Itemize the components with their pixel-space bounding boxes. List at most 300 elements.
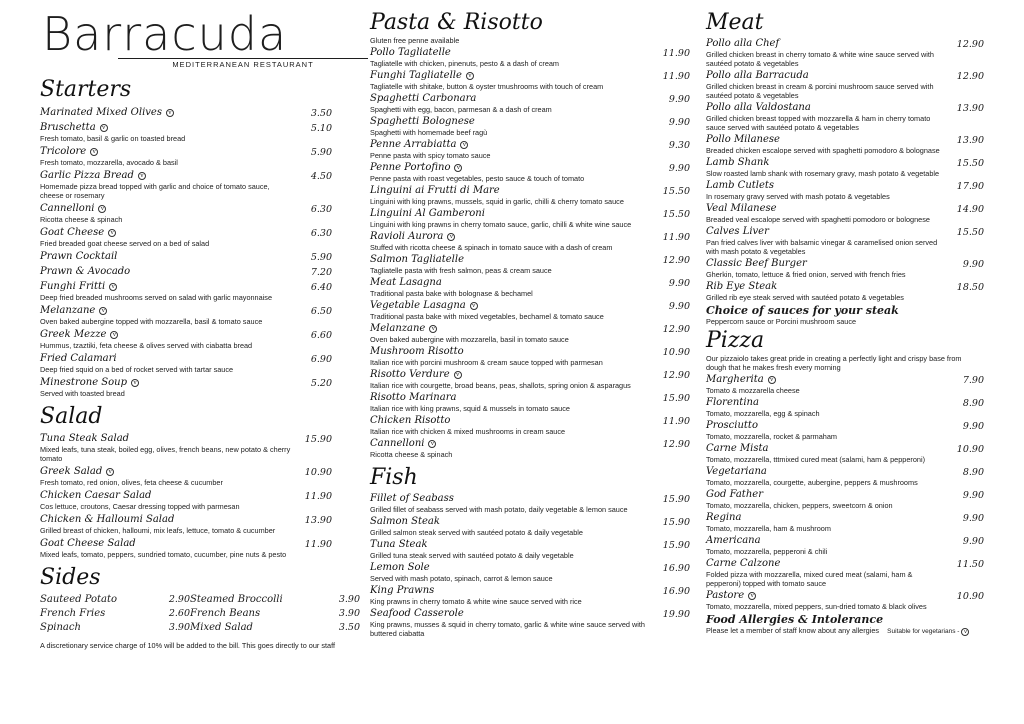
menu-item (706, 466, 984, 487)
menu-item-name-row (706, 489, 984, 501)
salad-list (40, 433, 332, 559)
menu-item-name: Risotto Verdure (370, 369, 450, 380)
menu-item-price: 18.50 (956, 282, 984, 293)
menu-item (370, 415, 690, 436)
menu-item-name-row (370, 277, 690, 289)
menu-item-name-row (706, 38, 984, 50)
menu-item-price: 19.90 (662, 609, 690, 620)
menu-item-desc: Linguini with king prawns, mussels, squid in garlic, chilli & cherry tomato sauce (370, 197, 624, 206)
menu-item-name-row (370, 369, 690, 381)
salad-title: Salad (40, 404, 103, 429)
menu-item-name-row (706, 535, 984, 547)
menu-item-name-row (40, 266, 332, 278)
menu-item-name: Ravioli Aurora (370, 231, 444, 242)
menu-item-name-row (40, 514, 332, 526)
menu-item-name: Melanzane (370, 323, 426, 334)
menu-item-desc: Spaghetti with egg, bacon, parmesan & a dash of cream (370, 105, 552, 114)
menu-item (370, 438, 690, 459)
menu-item-name-row (370, 493, 690, 505)
menu-item (706, 420, 984, 441)
menu-item (370, 516, 690, 537)
menu-item-price: 15.50 (956, 158, 984, 169)
menu-item-price: 9.90 (962, 259, 984, 270)
pizza-title: Pizza (706, 328, 765, 353)
sides-title: Sides (40, 565, 101, 590)
menu-item-name: Greek Salad (40, 466, 103, 477)
menu-item (40, 433, 332, 463)
menu-item-name-row (370, 47, 690, 59)
menu-item-name: Cannelloni (370, 438, 425, 449)
menu-item-desc: Served with toasted bread (40, 389, 125, 398)
menu-item-name-row (370, 116, 690, 128)
menu-item-price: 6.50 (310, 306, 332, 317)
menu-item-name: Pollo Tagliatelle (370, 47, 451, 58)
menu-item-desc: Spaghetti with homemade beef ragù (370, 128, 488, 137)
menu-item-price: 15.50 (662, 209, 690, 220)
menu-item (40, 170, 332, 200)
side-name: Mixed Salad (190, 622, 253, 633)
menu-item (706, 180, 984, 201)
menu-item-desc: Oven baked aubergine topped with mozzarella, basil & tomato sauce (40, 317, 263, 326)
veg-icon: v (768, 376, 776, 384)
menu-item-price: 16.90 (662, 563, 690, 574)
menu-item-desc: Tagliatelle with chicken, pinenuts, pesto & a dash of cream (370, 59, 560, 68)
menu-item-desc: Gherkin, tomato, lettuce & fried onion, served with french fries (706, 270, 906, 279)
menu-item-name-row (370, 208, 690, 220)
menu-item-name: Regina (706, 512, 742, 523)
menu-item (370, 300, 690, 321)
menu-item (706, 134, 984, 155)
menu-item-price: 9.90 (962, 490, 984, 501)
menu-item-desc: Tomato, mozzarella, egg & spinach (706, 409, 820, 418)
menu-item-desc: Breaded chicken escalope served with spaghetti pomodoro & bolognase (706, 146, 940, 155)
menu-item-name: Funghi Tagliatelle (370, 70, 462, 81)
menu-item (40, 538, 332, 559)
menu-item-price: 10.90 (662, 347, 690, 358)
menu-item-price: 13.90 (956, 135, 984, 146)
menu-item-price: 10.90 (956, 444, 984, 455)
middle-column (370, 0, 690, 640)
menu-item-name: Tuna Steak (370, 539, 428, 550)
menu-item-price: 6.90 (310, 354, 332, 365)
menu-item-name: Mushroom Risotto (370, 346, 464, 357)
menu-item-name: Minestrone Soup (40, 377, 127, 388)
menu-item-price: 11.90 (662, 232, 690, 243)
menu-item-name-row (40, 146, 332, 158)
veg-icon: v (470, 302, 478, 310)
side-price: 3.90 (168, 622, 190, 633)
menu-item-desc: Fresh tomato, mozzarella, avocado & basil (40, 158, 178, 167)
menu-item (370, 323, 690, 344)
menu-item-name-row (40, 305, 332, 317)
menu-item (40, 466, 332, 487)
menu-item-name: Pollo Milanese (706, 134, 780, 145)
menu-item-price: 15.90 (304, 434, 332, 445)
menu-item-price: 12.90 (662, 324, 690, 335)
menu-item-price: 6.30 (310, 204, 332, 215)
menu-item (706, 590, 984, 611)
menu-item-name: Pollo alla Barracuda (706, 70, 809, 81)
right-column (706, 0, 984, 636)
veg-icon: v (748, 592, 756, 600)
menu-item-name-row (40, 466, 332, 478)
menu-item (370, 608, 690, 638)
pizza-list (706, 374, 984, 611)
allergy-desc: Please let a member of staff know about any allergies (706, 626, 880, 635)
menu-item-price: 7.20 (310, 267, 332, 278)
menu-item-name-row (706, 226, 984, 238)
menu-item-name-row (706, 70, 984, 82)
menu-item-desc: Italian rice with king prawns, squid & mussels in tomato sauce (370, 404, 570, 413)
menu-item-name-row (706, 180, 984, 192)
menu-item (706, 203, 984, 224)
menu-item-name-row (706, 512, 984, 524)
menu-item-price: 3.50 (310, 108, 332, 119)
menu-item-name: Fried Calamari (40, 353, 117, 364)
menu-item-desc: Tomato, mozzarella, courgette, aubergine, peppers & mushrooms (706, 478, 918, 487)
menu-item-desc: Mixed leafs, tomato, peppers, sundried tomato, cucumber, pine nuts & pesto (40, 550, 287, 559)
menu-item-price: 9.90 (668, 117, 690, 128)
starters-list (40, 107, 332, 398)
menu-item (370, 346, 690, 367)
menu-item-name: Veal Milanese (706, 203, 777, 214)
menu-item-name: Chicken & Halloumi Salad (40, 514, 175, 525)
menu-item-name-row (370, 323, 690, 335)
menu-item (706, 558, 984, 588)
menu-item-name: Pollo alla Valdostana (706, 102, 811, 113)
menu-item-name: Salmon Tagliatelle (370, 254, 464, 265)
pizza-intro: Our pizzaiolo takes great pride in creating a perfectly light and crispy base from dough that he makes fresh every morning (706, 354, 962, 372)
menu-item (370, 254, 690, 275)
veg-icon: v (100, 124, 108, 132)
menu-item-price: 15.90 (662, 517, 690, 528)
menu-item-price: 10.90 (304, 467, 332, 478)
side-price: 3.50 (338, 622, 360, 633)
menu-item-name-row (370, 93, 690, 105)
menu-item-desc: Tomato, mozzarella, pepperoni & chili (706, 547, 828, 556)
menu-item-name: Pollo alla Chef (706, 38, 780, 49)
menu-item-desc: Folded pizza with mozzarella, mixed cured meat (salami, ham & pepperoni) topped with tomato sauce (706, 570, 913, 588)
menu-item-price: 15.90 (662, 540, 690, 551)
menu-item-price: 6.40 (310, 282, 332, 293)
menu-item-desc: Deep fried squid on a bed of rocket served with tartar sauce (40, 365, 234, 374)
menu-item-name-row (370, 392, 690, 404)
menu-item-price: 11.90 (662, 71, 690, 82)
fish-title: Fish (370, 465, 418, 490)
menu-item-price: 16.90 (662, 586, 690, 597)
menu-item (370, 116, 690, 137)
menu-item-name: Garlic Pizza Bread (40, 170, 134, 181)
menu-item-name-row (706, 590, 984, 602)
menu-item-name: Carne Mista (706, 443, 769, 454)
menu-item-desc: Tomato, mozzarella, tttmixed cured meat (salami, ham & pepperoni) (706, 455, 925, 464)
menu-item (706, 374, 984, 395)
menu-item-price: 15.50 (956, 227, 984, 238)
veg-icon: v (98, 205, 106, 213)
menu-item-price: 10.90 (956, 591, 984, 602)
menu-item-price: 6.60 (310, 330, 332, 341)
menu-item-name-row (40, 203, 332, 215)
menu-item-name: Spaghetti Bolognese (370, 116, 475, 127)
menu-item-name-row (706, 466, 984, 478)
menu-item-price: 5.90 (310, 252, 332, 263)
menu-item (40, 203, 332, 224)
menu-item-price: 9.90 (668, 278, 690, 289)
menu-item-desc: Grilled chicken breast in cream & porcini mushroom sauce served with sautéed potato & vegetables (706, 82, 934, 100)
menu-item-desc: Penne pasta with roast vegetables, pesto sauce & touch of tomato (370, 174, 585, 183)
menu-item-price: 13.90 (304, 515, 332, 526)
menu-item (370, 70, 690, 91)
meat-title: Meat (706, 10, 764, 35)
menu-item-desc: Grilled salmon steak served with sautéed potato & daily vegetable (370, 528, 583, 537)
veg-icon: v (131, 379, 139, 387)
menu-item-name-row (370, 608, 690, 620)
menu-item-name: Funghi Fritti (40, 281, 106, 292)
menu-item-desc: Grilled rib eye steak served with sautéed potato & vegetables (706, 293, 904, 302)
veg-icon: v (429, 325, 437, 333)
menu-item-desc: Traditional pasta bake with bolognase & bechamel (370, 289, 533, 298)
veg-icon: v (428, 440, 436, 448)
menu-item-name: Fillet of Seabass (370, 493, 454, 504)
menu-item-name: Meat Lasagna (370, 277, 442, 288)
menu-item-name: Salmon Steak (370, 516, 440, 527)
menu-item (40, 122, 332, 143)
menu-item (40, 146, 332, 167)
menu-item-name-row (40, 353, 332, 365)
menu-item-name: Linguini Al Gamberoni (370, 208, 485, 219)
menu-item-desc: King prawns in cherry tomato & white wine sauce served with rice (370, 597, 582, 606)
menu-item-price: 7.90 (962, 375, 984, 386)
menu-item (370, 493, 690, 514)
menu-item-name-row (370, 254, 690, 266)
service-note: A discretionary service charge of 10% will be added to the bill. This goes directly to our staff (40, 641, 336, 650)
veg-icon: v (109, 283, 117, 291)
menu-item-name-row (706, 258, 984, 270)
menu-item-name: Greek Mezze (40, 329, 107, 340)
menu-item-name-row (40, 281, 332, 293)
brand-logo: Barracuda (42, 7, 288, 61)
menu-item-name: Vegetable Lasagna (370, 300, 466, 311)
menu-item-desc: In rosemary gravy served with mash potato & vegetables (706, 192, 890, 201)
menu-item (706, 535, 984, 556)
menu-item (40, 490, 332, 511)
menu-item-name-row (40, 433, 332, 445)
menu-item-name: Rib Eye Steak (706, 281, 778, 292)
menu-item-name-row (40, 170, 332, 182)
menu-item-name-row (370, 562, 690, 574)
menu-item-desc: Grilled chicken breast in cherry tomato & white wine sauce served with sautéed potato & vegetables (706, 50, 934, 68)
menu-item-name: Melanzane (40, 305, 96, 316)
menu-item (40, 514, 332, 535)
menu-item-price: 13.90 (956, 103, 984, 114)
menu-item-price: 11.90 (662, 416, 690, 427)
menu-item (370, 162, 690, 183)
menu-item-price: 5.90 (310, 147, 332, 158)
menu-item-name: Goat Cheese (40, 227, 105, 238)
menu-item-name-row (370, 231, 690, 243)
menu-item-desc: Homemade pizza bread topped with garlic and choice of tomato sauce, cheese or rosemary (40, 182, 270, 200)
side-name: Steamed Broccolli (190, 594, 283, 605)
menu-item-price: 9.90 (962, 513, 984, 524)
menu-item-desc: Italian rice with chicken & mixed mushrooms in cream sauce (370, 427, 566, 436)
menu-item-price: 9.90 (962, 421, 984, 432)
menu-item-name-row (370, 585, 690, 597)
veg-icon: v (138, 172, 146, 180)
menu-item-name: Spaghetti Carbonara (370, 93, 477, 104)
menu-item-desc: Tagliatelle pasta with fresh salmon, peas & cream sauce (370, 266, 552, 275)
menu-item (706, 157, 984, 178)
menu-item-price: 15.50 (662, 186, 690, 197)
menu-item-name-row (40, 490, 332, 502)
side-price: 3.90 (338, 608, 360, 619)
veg-icon: v (460, 141, 468, 149)
menu-item-name-row (40, 329, 332, 341)
menu-item-name: Lamb Cutlets (706, 180, 775, 191)
menu-item (706, 489, 984, 510)
meat-list (706, 38, 984, 302)
veg-icon: v (106, 468, 114, 476)
menu-item-name: Seafood Casserole (370, 608, 464, 619)
menu-item-name: Florentina (706, 397, 759, 408)
menu-item-name-row (706, 281, 984, 293)
menu-item-name-row (706, 203, 984, 215)
menu-item-desc: Pan fried calves liver with balsamic vinegar & caramelised onion served with mash potato & vegetables (706, 238, 938, 256)
menu-item-price: 4.50 (310, 171, 332, 182)
side-price: 2.60 (168, 608, 190, 619)
menu-item-desc: Tomato & mozzarella cheese (706, 386, 800, 395)
menu-item (370, 392, 690, 413)
side-name: French Fries (40, 608, 106, 619)
menu-item-name-row (370, 539, 690, 551)
menu-item (370, 369, 690, 390)
menu-item-price: 15.90 (662, 494, 690, 505)
brand-tagline: MEDITERRANEAN RESTAURANT (118, 58, 368, 69)
menu-item-name-row (706, 558, 984, 570)
menu-item-desc: Fresh tomato, basil & garlic on toasted bread (40, 134, 186, 143)
pasta-title: Pasta & Risotto (370, 10, 543, 35)
menu-item (706, 258, 984, 279)
menu-item-price: 12.90 (662, 439, 690, 450)
menu-item-name-row (706, 102, 984, 114)
side-price: 3.90 (338, 594, 360, 605)
menu-item-name-row (370, 70, 690, 82)
menu-item-name-row (370, 139, 690, 151)
menu-item-desc: Ricotta cheese & spinach (40, 215, 123, 224)
menu-item-name: Penne Arrabiatta (370, 139, 457, 150)
menu-item-desc: Grilled fillet of seabass served with mash potato, daily vegetable & lemon sauce (370, 505, 628, 514)
menu-item-name: Prawn & Avocado (40, 266, 131, 277)
menu-item-desc: Cos lettuce, croutons, Caesar dressing topped with parmesan (40, 502, 240, 511)
menu-item (370, 562, 690, 583)
menu-item (370, 231, 690, 252)
menu-item-name: Carne Calzone (706, 558, 781, 569)
menu-item-desc: Fried breaded goat cheese served on a bed of salad (40, 239, 210, 248)
menu-item-desc: Italian rice with courgette, broad beans, peas, shallots, spring onion & asparagus (370, 381, 631, 390)
menu-item (370, 539, 690, 560)
starters-title: Starters (40, 77, 132, 102)
menu-item-name-row (370, 438, 690, 450)
veg-note: Suitable for vegetarians - (887, 628, 960, 635)
menu-item-name-row (40, 227, 332, 239)
menu-item (370, 185, 690, 206)
menu-item (40, 377, 332, 398)
menu-item-price: 11.90 (304, 491, 332, 502)
menu-item-name: Tricolore (40, 146, 87, 157)
menu-item-name-row (370, 185, 690, 197)
menu-item-price: 11.90 (304, 539, 332, 550)
veg-icon: v (166, 109, 174, 117)
sauces-desc: Peppercorn sauce or Porcini mushroom sauce (706, 317, 857, 326)
menu-item-name-row (370, 162, 690, 174)
menu-item-desc: Linguini with king prawns in cherry tomato sauce, garlic, chilli & white wine sauce (370, 220, 632, 229)
sauces-title: Choice of sauces for your steak (706, 304, 899, 317)
menu-item-desc: Hummus, tzaztiki, feta cheese & olives served with ciabatta bread (40, 341, 253, 350)
menu-item (40, 107, 332, 119)
menu-item-name: Marinated Mixed Olives (40, 107, 162, 118)
menu-item (370, 208, 690, 229)
veg-icon: v (99, 307, 107, 315)
menu-item (40, 251, 332, 263)
menu-item-price: 14.90 (956, 204, 984, 215)
menu-item-price: 9.90 (668, 163, 690, 174)
menu-item-desc: Oven baked aubergine with mozzarella, basil in tomato sauce (370, 335, 569, 344)
veg-icon: v (90, 148, 98, 156)
menu-item-name: Prawn Cocktail (40, 251, 118, 262)
menu-item-name: Lamb Shank (706, 157, 770, 168)
side-price: 2.90 (168, 594, 190, 605)
menu-item (370, 47, 690, 68)
veg-icon: v (108, 229, 116, 237)
menu-item-price: 6.30 (310, 228, 332, 239)
menu-item-desc: Stuffed with ricotta cheese & spinach in tomato sauce with a dash of cream (370, 243, 613, 252)
allergy-title: Food Allergies & Intolerance (706, 613, 884, 626)
menu-item-name: Cannelloni (40, 203, 95, 214)
menu-item-name: Pastore (706, 590, 745, 601)
menu-item (370, 139, 690, 160)
menu-item-name-row (370, 346, 690, 358)
pasta-note: Gluten free penne available (370, 36, 460, 45)
menu-item-name-row (40, 107, 332, 119)
menu-item-desc: Tomato, mozzarella, ham & mushroom (706, 524, 831, 533)
side-name: Spinach (40, 622, 81, 633)
menu-item-price: 12.90 (662, 255, 690, 266)
veg-icon: v (447, 233, 455, 241)
menu-item-desc: Grilled chicken breast topped with mozzarella & ham in cherry tomato sauce served with sautéed potato & vegetables (706, 114, 931, 132)
menu-item-price: 15.90 (662, 393, 690, 404)
menu-item-name-row (40, 538, 332, 550)
menu-item-name-row (40, 122, 332, 134)
menu-item-price: 9.90 (668, 301, 690, 312)
menu-item-desc: Deep fried breaded mushrooms served on salad with garlic mayonnaise (40, 293, 273, 302)
pasta-list (370, 47, 690, 459)
menu-item-name: Penne Portofino (370, 162, 451, 173)
menu-item-desc: Italian rice with porcini mushroom & cream sauce topped with parmesan (370, 358, 603, 367)
menu-item-name: Margherita (706, 374, 764, 385)
menu-item-desc: Mixed leafs, tuna steak, boiled egg, olives, french beans, new potato & cherry tomato (40, 445, 291, 463)
menu-item-name: Prosciutto (706, 420, 758, 431)
menu-item (706, 102, 984, 132)
menu-item-name: Lemon Sole (370, 562, 430, 573)
menu-item (370, 93, 690, 114)
menu-item-name-row (370, 415, 690, 427)
menu-item (370, 277, 690, 298)
menu-item-price: 8.90 (962, 398, 984, 409)
menu-item-price: 9.30 (668, 140, 690, 151)
menu-item (706, 70, 984, 100)
menu-item-name: Risotto Marinara (370, 392, 457, 403)
veg-icon: v (110, 331, 118, 339)
menu-item-desc: King prawns, musses & squid in cherry tomato, garlic & white wine sauce served with buttered ciabatta (370, 620, 645, 638)
